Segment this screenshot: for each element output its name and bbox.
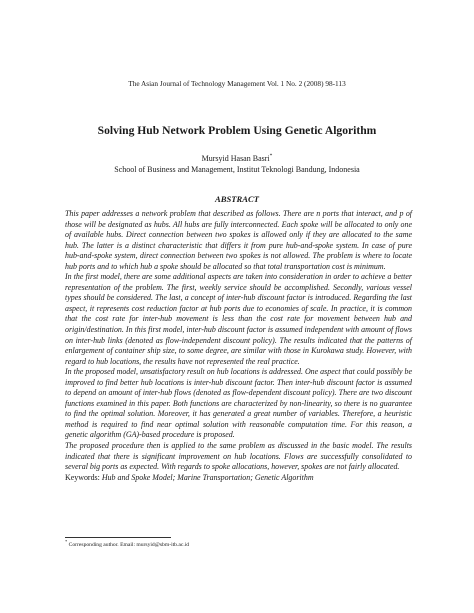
keywords-line: [65, 473, 412, 484]
author-affiliation: School of Business and Management, Institut Teknologi Bandung, Indonesia: [114, 165, 360, 174]
author-footnote-marker: *: [269, 153, 273, 159]
footnote-divider: [65, 537, 171, 538]
abstract-paragraph: In the first model, there are some additional aspects are taken into consideration in order to achieve a better representation of the problem. The first, weekly service should be accomplished. Secondly, various vessel types should be considered. The last, a concept of inter-hub discount factor is introduced. Regarding the last aspect, it represents cost reduction factor at hub ports due to economies of scale. In practice, it is common that the cost rate for inter-hub movement is less than the cost rate for movement between hub and origin/destination. In this first model, inter-hub discount factor is assumed independent with amount of flows on inter-hub links (denoted as flow-independent discount policy). The results indicated that the patterns of enlargement of container ship size, to some degree, are similar with those in Kurokawa study. However, with regard to hub locations, the results have not represented the real practice.: [65, 272, 412, 366]
author-line: [0, 153, 474, 164]
abstract-paragraph: This paper addresses a network problem that described as follows. There are n ports that interact, and p of those will be designated as hubs. All hubs are fully interconnected. Each spoke will be allocated to only one of available hubs. Direct connection between two spokes is allowed only if they are allocated to the same hub. The latter is a distinct characteristic that differs it from pure hub-and-spoke system. In case of pure hub-and-spoke system, direct connection between two spokes is not allowed. The problem is where to locate hub ports and to which hub a spoke should be allocated so that total transportation cost is minimum.: [65, 209, 412, 271]
footnote: [65, 541, 412, 549]
journal-header: The Asian Journal of Technology Management Vol. 1 No. 2 (2008) 98-113: [128, 79, 346, 88]
paper-title: Solving Hub Network Problem Using Genetic Algorithm: [97, 124, 377, 137]
abstract-body: [65, 209, 412, 484]
abstract-paragraph: In the proposed model, unsatisfactory result on hub locations is addressed. One aspect that could possibly be improved to find better hub locations is inter-hub discount factor. Then inter-hub discount factor is assumed to depend on amount of inter-hub flows (denoted as flow-dependent discount policy). There are two discount functions examined in this paper. Both functions are characterized by non-linearity, so there is no guarantee to find the optimal solution. Moreover, it has generated a great number of variables. Therefore, a heuristic method is required to find near optimal solution with reasonable computation time. For this reason, a genetic algorithm (GA)-based procedure is proposed.: [65, 367, 412, 440]
abstract-heading: ABSTRACT: [215, 194, 259, 204]
footnote-marker: *: [65, 539, 68, 544]
author-name: Mursyid Hasan Basri: [201, 154, 270, 163]
keywords-label: Keywords:: [65, 473, 100, 483]
abstract-paragraph: The proposed procedure then is applied to the same problem as discussed in the basic model. The results indicated that there is significant improvement on hub locations. Flows are successfully consolidated to several big ports as expected. With regards to spoke allocations, however, spokes are not fairly allocated.: [65, 441, 412, 472]
footnote-text: Corresponding author. Email: mursyid@sbm-itb.ac.id: [68, 542, 190, 548]
keywords-list: Hub and Spoke Model; Marine Transportation; Genetic Algorithm: [101, 473, 314, 483]
